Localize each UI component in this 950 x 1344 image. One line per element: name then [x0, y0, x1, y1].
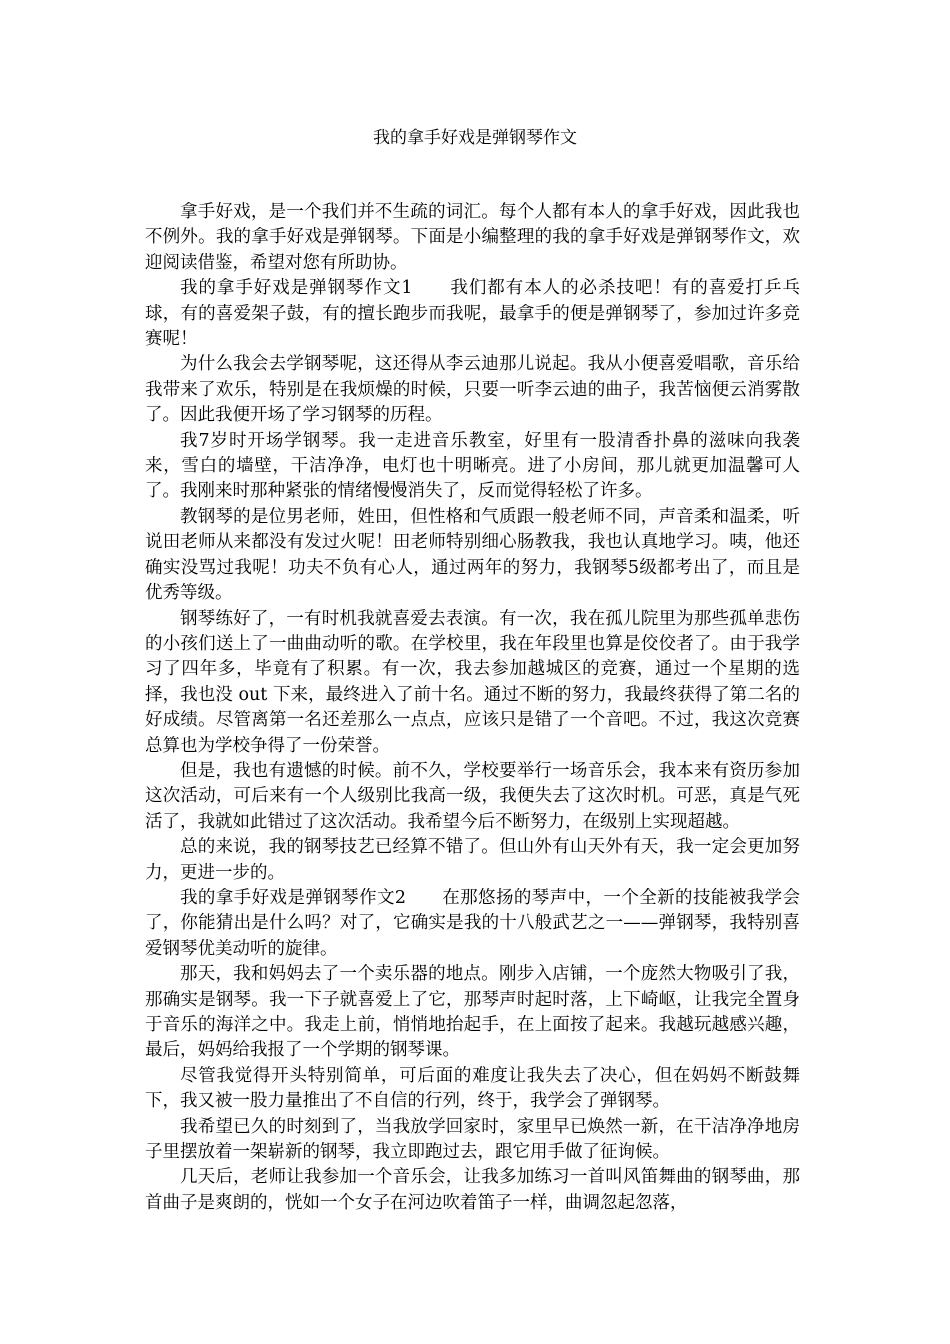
paragraph: 几天后，老师让我参加一个音乐会，让我多加练习一首叫风笛舞曲的钢琴曲，那首曲子是爽朗的，恍如一个女子在河边吹着笛子一样，曲调忽起忽落，: [145, 1167, 800, 1213]
paragraph: 拿手好戏，是一个我们并不生疏的词汇。每个人都有本人的拿手好戏，因此我也不例外。我的拿手好戏是弹钢琴。下面是小编整理的我的拿手好戏是弹钢琴作文，欢迎阅读借鉴，希望对您有所助协。: [145, 202, 800, 273]
paragraph: 我希望已久的时刻到了，当我放学回家时，家里早已焕然一新，在干洁净净地房子里摆放着一架崭新的钢琴，我立即跑过去，跟它用手做了征询候。: [145, 1116, 800, 1163]
paragraph: 为什么我会去学钢琴呢，这还得从李云迪那儿说起。我从小便喜爱唱歌，音乐给我带来了欢乐，特别是在我烦燥的时候，只要一听李云迪的曲子，我苦恼便云消雾散了。因此我便开场了学习钢琴的历程。: [145, 354, 800, 426]
paragraph: 我的拿手好戏是弹钢琴作文2 在那悠扬的琴声中，一个全新的技能被我学会了，你能猜出是什么吗？对了，它确实是我的十八般武艺之一——弹钢琴，我特别喜爱钢琴优美动听的旋律。: [145, 887, 800, 959]
paragraph: 那天，我和妈妈去了一个卖乐器的地点。刚步入店铺，一个庞然大物吸引了我，那确实是钢琴。我一下子就喜爱上了它，那琴声时起时落，上下崎岖，让我完全置身于音乐的海洋之中。我走上前，悄悄地抬起手，在上面按了起来。我越玩越感兴趣，最后，妈妈给我报了一个学期的钢琴课。: [145, 964, 800, 1061]
paragraph: 我的拿手好戏是弹钢琴作文1 我们都有本人的必杀技吧！有的喜爱打乒乓球，有的喜爱架子鼓，有的擅长跑步而我呢，最拿手的便是弹钢琴了，参加过许多竞赛呢！: [145, 278, 800, 350]
paragraph: 但是，我也有遗憾的时候。前不久，学校要举行一场音乐会，我本来有资历参加这次活动，可后来有一个人级别比我高一级，我便失去了这次时机。可恶，真是气死活了，我就如此错过了这次活动。我希望今后不断努力，在级别上实现超越。: [145, 760, 800, 832]
paragraph: 教钢琴的是位男老师，姓田，但性格和气质跟一般老师不同，声音柔和温柔，听说田老师从来都没有发过火呢！田老师特别细心肠教我，我也认真地学习。咦，他还确实没骂过我呢！功夫不负有心人，通过两年的努力，我钢琴5级都考出了，而且是优秀等级。: [145, 506, 800, 604]
paragraph: 尽管我觉得开头特别简单，可后面的难度让我失去了决心，但在妈妈不断鼓舞下，我又被一股力量推出了不自信的行列，终于，我学会了弹钢琴。: [145, 1065, 800, 1112]
paragraph: 钢琴练好了，一有时机我就喜爱去表演。有一次，我在孤儿院里为那些孤单悲伤的小孩们送上了一曲曲动听的歌。在学校里，我在年段里也算是佼佼者了。由于我学习了四年多，毕竟有了积累。有一次，我去参加越城区的竞赛，通过一个星期的选择，我也没 out 下来，最终进入了前十名。通过不断的努力，我最终获得了第二名的好成绩。尽管离第一名还差那么一点点，应该只是错了一个音吧。不过，我这次竞赛总算也为学校争得了一份荣誉。: [145, 608, 800, 756]
paragraph: 总的来说，我的钢琴技艺已经算不错了。但山外有山天外有天，我一定会更加努力，更进一步的。: [145, 837, 800, 883]
document-title: 我的拿手好戏是弹钢琴作文: [373, 128, 577, 148]
document-body: [145, 200, 800, 1216]
paragraph: 我7岁时开场学钢琴。我一走进音乐教室，好里有一股清香扑鼻的滋味向我袭来，雪白的墙壁，干洁净净，电灯也十明晰亮。进了小房间，那儿就更加温馨可人了。我刚来时那种紧张的情绪慢慢消失了，反而觉得轻松了许多。: [145, 430, 800, 502]
